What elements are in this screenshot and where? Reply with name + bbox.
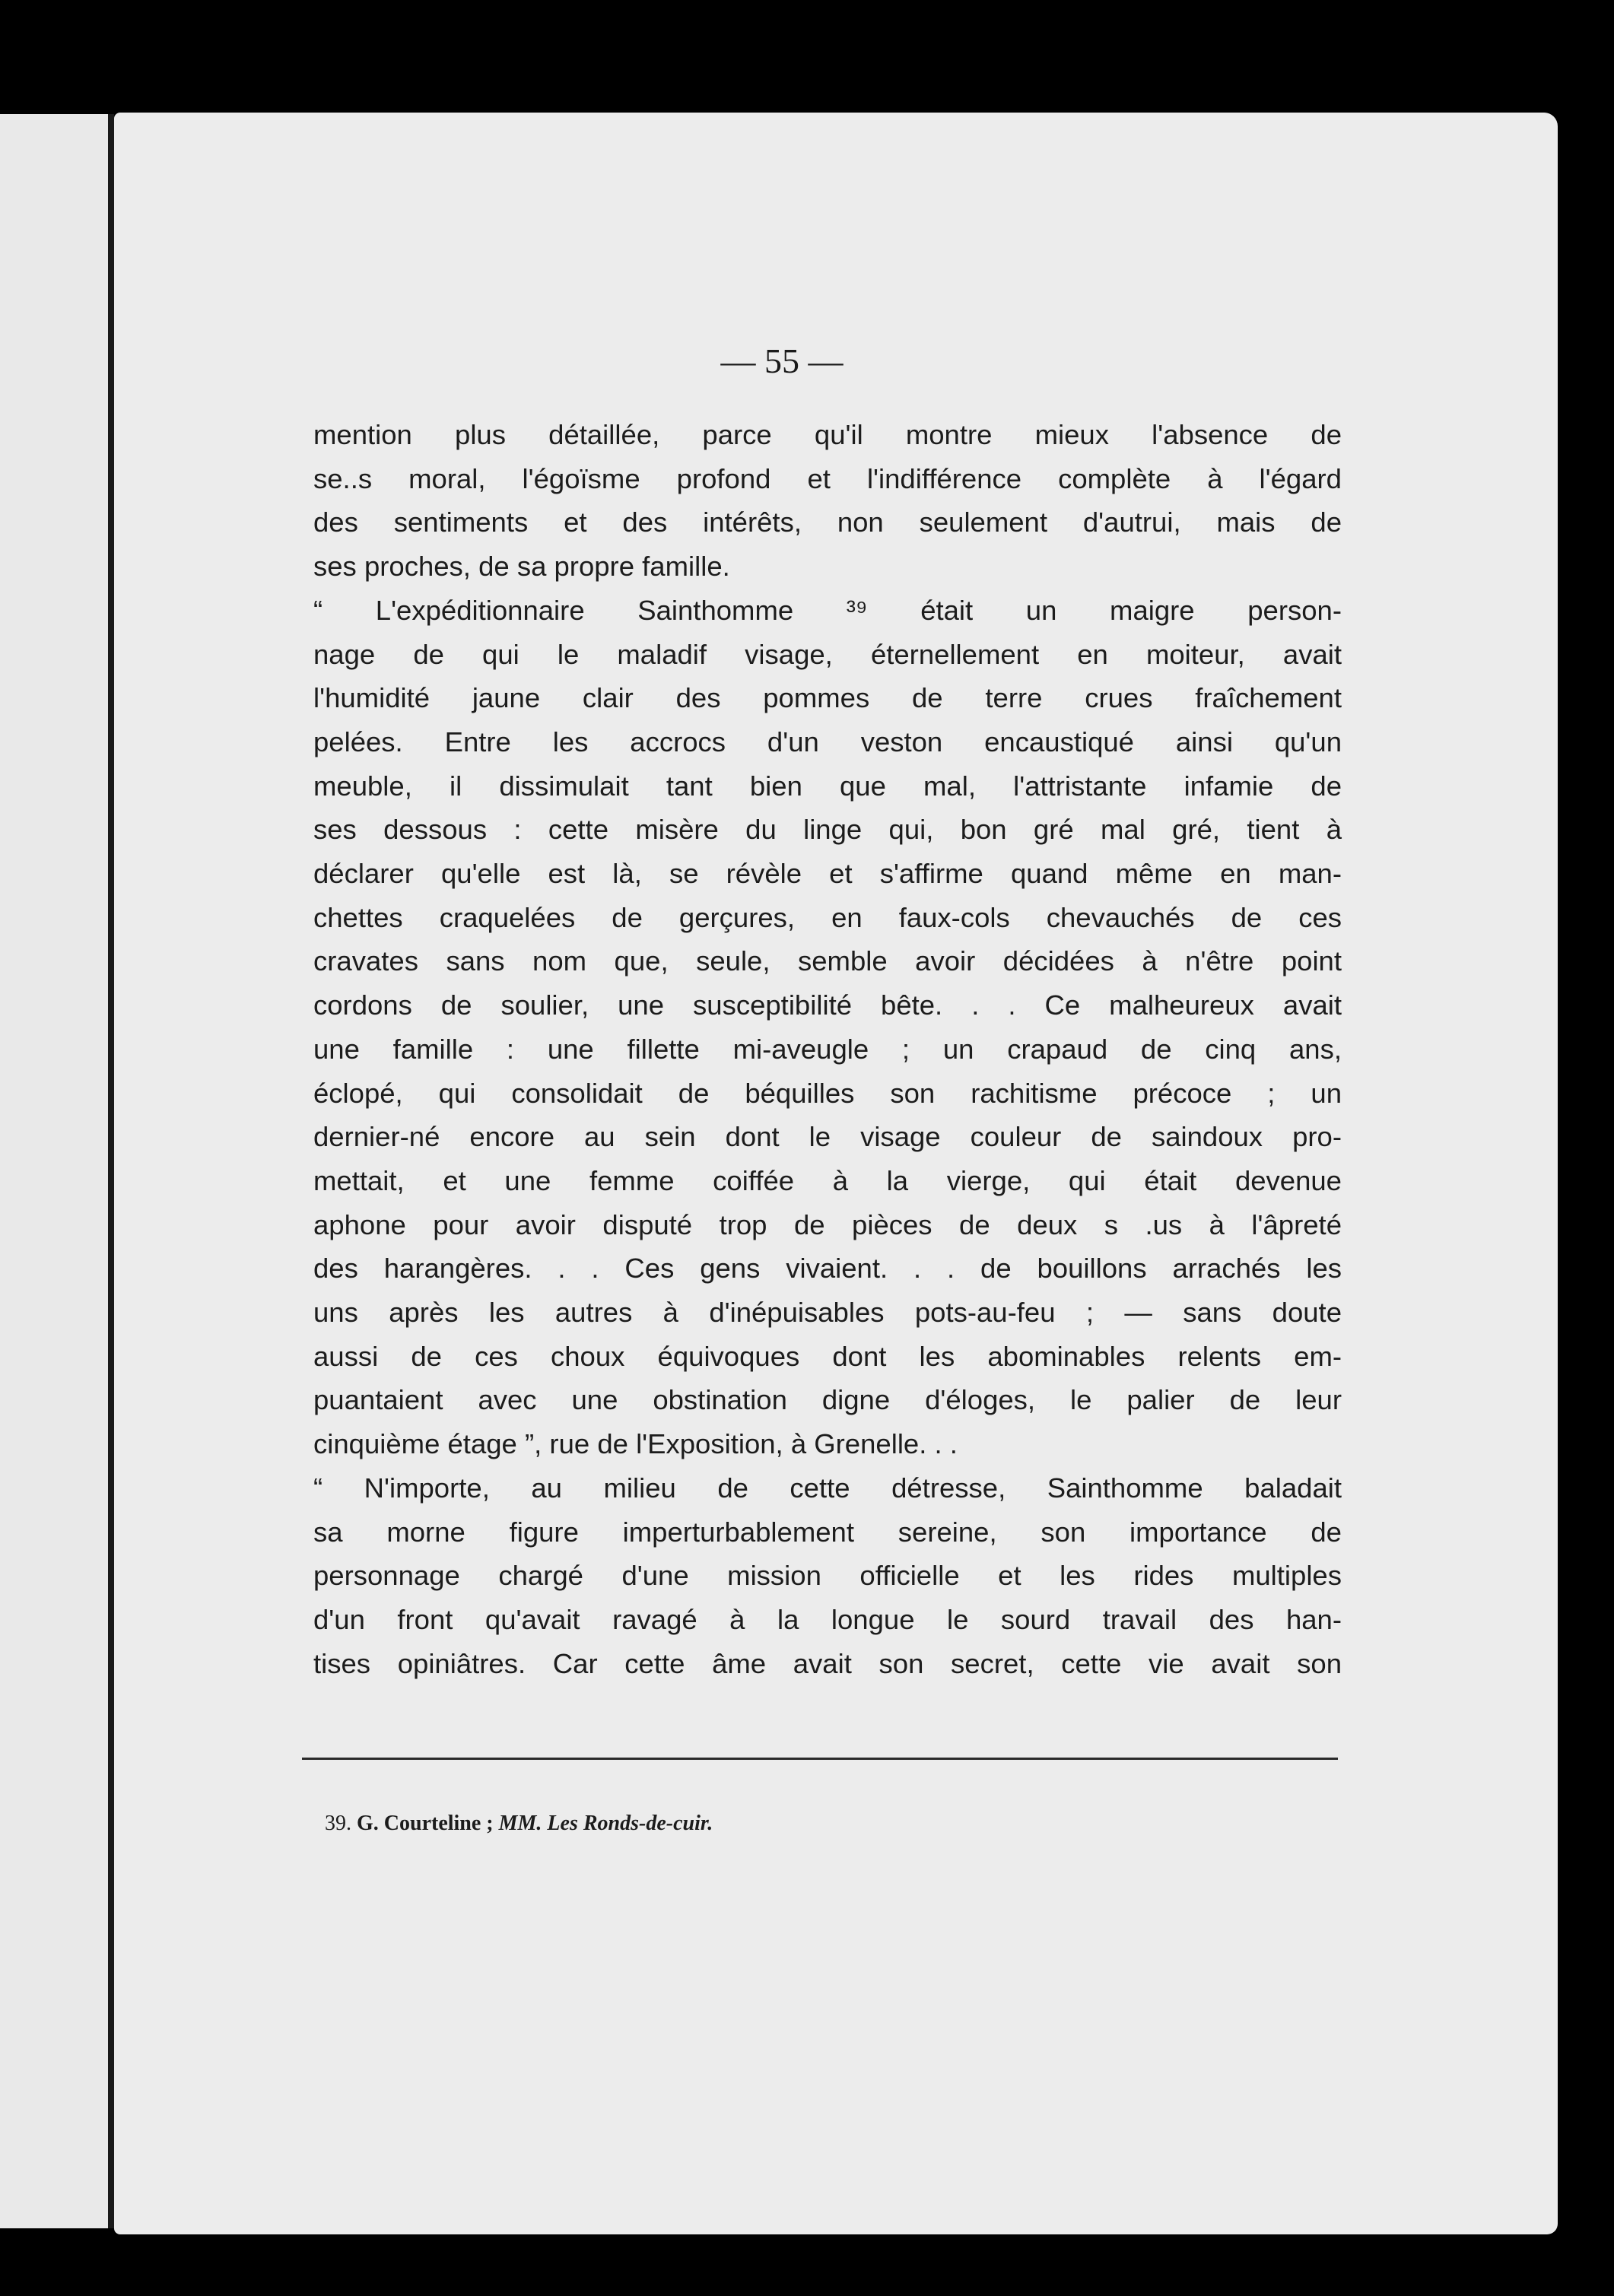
text-line: cinquième étage ”, rue de l'Exposition, à Grenelle. . . (313, 1428, 958, 1460)
footnote (325, 1812, 713, 1836)
footnote-number: 39. (325, 1812, 351, 1835)
text-line: sa morne figure imperturbablement sereine, son importance de (313, 1516, 1342, 1548)
text-line: mention plus détaillée, parce qu'il montre mieux l'absence de (313, 419, 1342, 450)
text-line: l'humidité jaune clair des pommes de terre crues fraîchement (313, 682, 1342, 714)
body-text (313, 413, 1342, 1685)
text-line: ses proches, de sa propre famille. (313, 551, 730, 583)
text-line: puantaient avec une obstination digne d'éloges, le palier de leur (313, 1384, 1342, 1416)
text-line: aussi de ces choux équivoques dont les abominables relents em- (313, 1340, 1342, 1372)
text-line: dernier-né encore au sein dont le visage couleur de saindoux pro- (313, 1121, 1342, 1153)
text-line: uns après les autres à d'inépuisables pots-au-feu ; — sans doute (313, 1297, 1342, 1329)
text-line: une famille : une fillette mi-aveugle ; un crapaud de cinq ans, (313, 1033, 1342, 1065)
text-line: cravates sans nom que, seule, semble avoir décidées à n'être point (313, 945, 1342, 977)
text-line: se..s moral, l'égoïsme profond et l'indifférence complète à l'égard (313, 462, 1342, 494)
text-line: d'un front qu'avait ravagé à la longue le sourd travail des han- (313, 1603, 1342, 1635)
text-line: aphone pour avoir disputé trop de pièces de deux s .us à l'âpreté (313, 1208, 1342, 1240)
text-line: mettait, et une femme coiffée à la vierge, qui était devenue (313, 1164, 1342, 1196)
text-line: “ L'expéditionnaire Sainthomme ³⁹ était un maigre person- (313, 594, 1342, 626)
footnote-title: MM. Les Ronds-de-cuir. (498, 1812, 713, 1835)
text-line: tises opiniâtres. Car cette âme avait son secret, cette vie avait son (313, 1647, 1342, 1679)
footnote-author: G. Courteline ; (357, 1812, 494, 1835)
text-line: cordons de soulier, une susceptibilité bête. . . Ce malheureux avait (313, 989, 1342, 1021)
text-line: chettes craquelées de gerçures, en faux-cols chevauchés de ces (313, 901, 1342, 933)
book-page (114, 113, 1558, 2234)
page-number: — 55 — (720, 341, 844, 380)
text-line: personnage chargé d'une mission officielle et les rides multiples (313, 1560, 1342, 1592)
text-line: nage de qui le maladif visage, éternellement en moiteur, avait (313, 638, 1342, 670)
footnote-separator (302, 1758, 1338, 1760)
facing-page-edge (0, 114, 114, 2228)
text-line: des sentiments et des intérêts, non seulement d'autrui, mais de (313, 507, 1342, 538)
text-line: ses dessous : cette misère du linge qui, bon gré mal gré, tient à (313, 814, 1342, 846)
text-line: des harangères. . . Ces gens vivaient. . . de bouillons arrachés les (313, 1253, 1342, 1285)
text-line: pelées. Entre les accrocs d'un veston encaustiqué ainsi qu'un (313, 726, 1342, 757)
text-line: éclopé, qui consolidait de béquilles son rachitisme précoce ; un (313, 1077, 1342, 1109)
text-line: meuble, il dissimulait tant bien que mal, l'attristante infamie de (313, 770, 1342, 802)
text-line: déclarer qu'elle est là, se révèle et s'affirme quand même en man- (313, 858, 1342, 890)
text-line: “ N'importe, au milieu de cette détresse, Sainthomme baladait (313, 1472, 1342, 1504)
